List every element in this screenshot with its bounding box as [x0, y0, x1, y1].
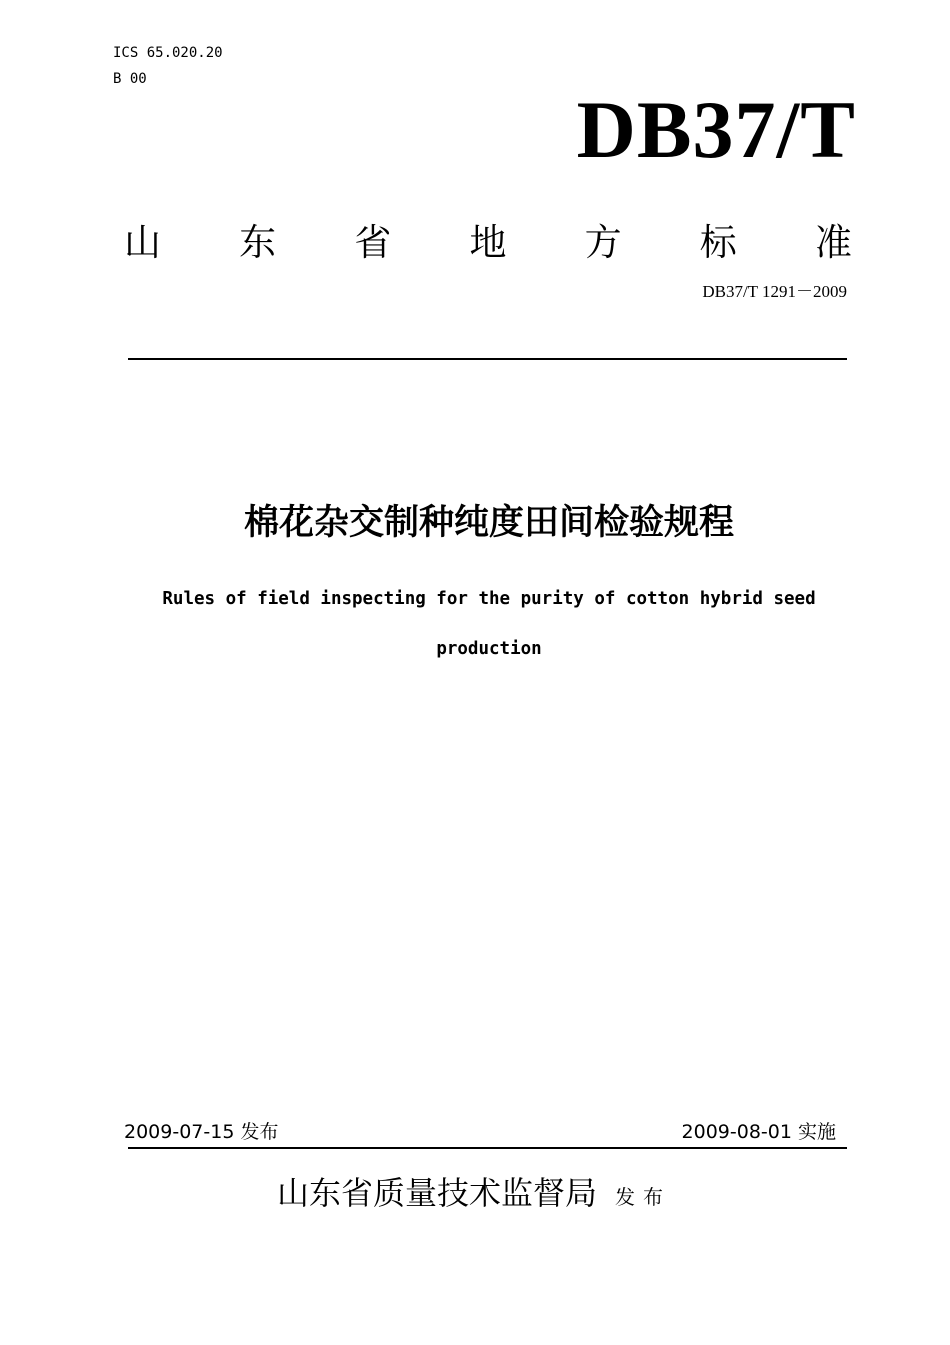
standard-code: DB37/T: [576, 84, 856, 175]
standard-type-char: 山: [124, 221, 161, 264]
top-divider: [128, 358, 847, 360]
issuer-name: 山东省质量技术监督局: [277, 1174, 598, 1212]
implementation-date: 2009-08-01 实施: [681, 1121, 836, 1143]
ccs-code: B 00: [113, 71, 147, 87]
document-title-chinese: 棉花杂交制种纯度田间检验规程: [243, 503, 734, 543]
standard-type-title: [124, 218, 852, 268]
bottom-divider: [128, 1147, 847, 1149]
ics-code: ICS 65.020.20: [113, 45, 223, 61]
issue-date: 2009-07-15 发布: [124, 1121, 279, 1143]
standard-type-char: 标: [699, 221, 737, 264]
issuer-line: [277, 1170, 671, 1220]
standard-type-char: 方: [584, 221, 622, 264]
document-title-english: Rules of field inspecting for the purity of cotton hybrid seed production: [162, 589, 816, 659]
standard-type-char: 省: [354, 221, 392, 264]
issuer-action: 发布: [615, 1185, 672, 1209]
standard-type-char: 地: [469, 221, 507, 264]
standard-type-char: 准: [814, 221, 852, 264]
standard-number: DB37/T 1291－2009: [702, 282, 847, 301]
standard-type-char: 东: [239, 221, 277, 264]
